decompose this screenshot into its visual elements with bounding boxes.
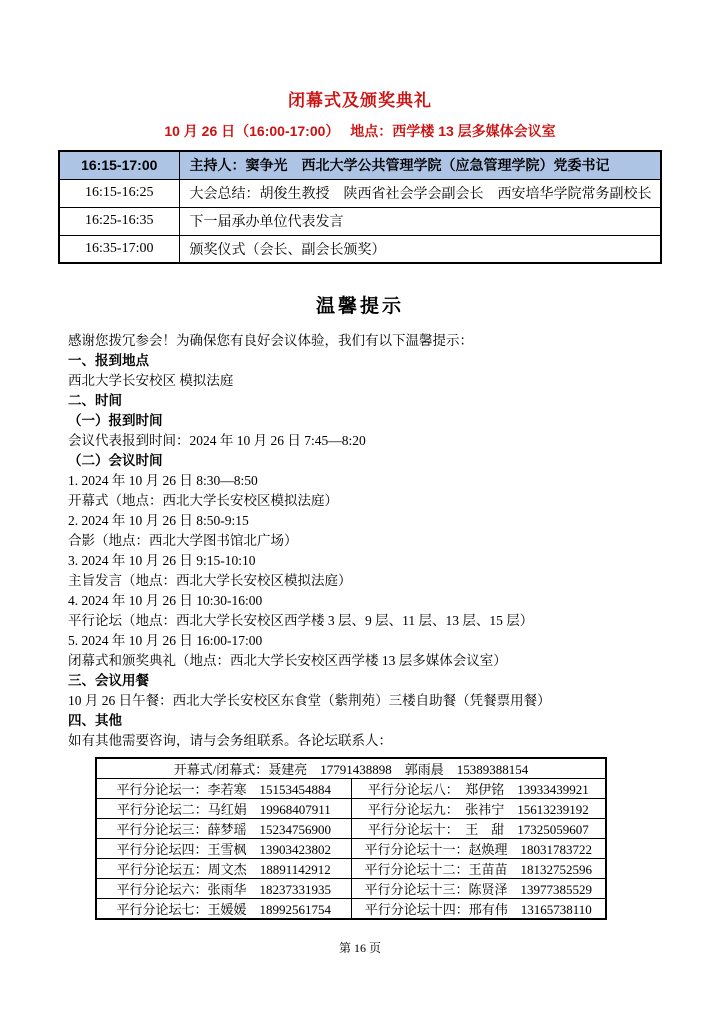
contact-cell: 平行分论坛十四：邢有伟 13165738110 — [351, 899, 606, 920]
tip-line: 四、其他 — [68, 713, 122, 728]
contact-cell: 平行分论坛十二：王苗苗 18132752596 — [351, 859, 606, 879]
tip-line: 平行论坛（地点：西北大学长安校区西学楼 3 层、9 层、11 层、13 层、15 层） — [68, 613, 534, 628]
contact-cell: 平行分论坛七：王媛媛 18992561754 — [96, 899, 351, 920]
tip-line: 5. 2024 年 10 月 26 日 16:00-17:00 — [68, 633, 263, 648]
contacts-row — [96, 839, 606, 859]
tip-line: 西北大学长安校区 模拟法庭 — [68, 373, 234, 388]
schedule-header-row — [59, 151, 661, 179]
closing-ceremony-schedule-table — [58, 150, 662, 264]
contact-cell: 平行分论坛一：李若寒 15153454884 — [96, 779, 351, 799]
contacts-row — [96, 859, 606, 879]
tip-line: 主旨发言（地点：西北大学长安校区模拟法庭） — [68, 573, 352, 588]
tip-line: 二、时间 — [68, 393, 122, 408]
schedule-time: 16:25-16:35 — [59, 207, 179, 235]
contacts-header-row — [96, 758, 606, 779]
contact-cell: 开幕式/闭幕式：聂建亮 17791438898 郭雨晨 15389388154 — [96, 758, 606, 779]
contact-cell: 平行分论坛十三：陈贤泽 13977385529 — [351, 879, 606, 899]
contact-cell: 平行分论坛四：王雪枫 13903423802 — [96, 839, 351, 859]
contacts-row — [96, 899, 606, 920]
contact-cell: 平行分论坛八： 郑伊铭 13933439921 — [351, 779, 606, 799]
tip-line: 10 月 26 日午餐：西北大学长安校区东食堂（紫荆苑）三楼自助餐（凭餐票用餐） — [68, 693, 551, 708]
contact-cell: 平行分论坛十： 王 甜 17325059607 — [351, 819, 606, 839]
schedule-content: 大会总结：胡俊生教授 陕西省社会学会副会长 西安培华学院常务副校长 — [179, 179, 661, 207]
contact-cell: 平行分论坛五：周文杰 18891142912 — [96, 859, 351, 879]
tip-line: 会议代表报到时间：2024 年 10 月 26 日 7:45—8:20 — [68, 433, 366, 448]
schedule-content: 下一届承办单位代表发言 — [179, 207, 661, 235]
tip-line: （一）报到时间 — [68, 413, 163, 428]
tips-heading: 温馨提示 — [315, 296, 404, 317]
tip-line: 2. 2024 年 10 月 26 日 8:50-9:15 — [68, 513, 249, 528]
page-number: 第 16 页 — [338, 941, 381, 955]
tip-line: 感谢您拨冗参会！为确保您有良好会议体验，我们有以下温馨提示： — [68, 333, 473, 348]
contact-cell: 平行分论坛二：马红娟 19968407911 — [96, 799, 351, 819]
session-datetime-location: 10 月 26 日（16:00-17:00） 地点：西学楼 13 层多媒体会议室 — [164, 123, 556, 139]
page-title: 闭幕式及颁奖典礼 — [288, 91, 432, 110]
contacts-row — [96, 879, 606, 899]
contacts-row — [96, 819, 606, 839]
schedule-time: 16:35-17:00 — [59, 235, 179, 263]
schedule-time: 16:15-16:25 — [59, 179, 179, 207]
contact-cell: 平行分论坛三：薛梦瑶 15234756900 — [96, 819, 351, 839]
contact-cell: 平行分论坛九： 张祎宁 15613239192 — [351, 799, 606, 819]
schedule-row — [59, 179, 661, 207]
tip-line: 合影（地点：西北大学图书馆北广场） — [68, 533, 298, 548]
schedule-content: 主持人：窦争光 西北大学公共管理学院（应急管理学院）党委书记 — [179, 151, 661, 179]
tips-body — [68, 331, 670, 751]
contacts-row — [96, 799, 606, 819]
contact-cell: 平行分论坛六：张雨华 18237331935 — [96, 879, 351, 899]
tip-line: 4. 2024 年 10 月 26 日 10:30-16:00 — [68, 593, 263, 608]
schedule-time: 16:15-17:00 — [59, 151, 179, 179]
schedule-content: 颁奖仪式（会长、副会长颁奖） — [179, 235, 661, 263]
tip-line: 开幕式（地点：西北大学长安校区模拟法庭） — [68, 493, 338, 508]
tip-line: 1. 2024 年 10 月 26 日 8:30—8:50 — [68, 473, 258, 488]
contact-cell: 平行分论坛十一：赵焕理 18031783722 — [351, 839, 606, 859]
schedule-row — [59, 207, 661, 235]
tip-line: 闭幕式和颁奖典礼（地点：西北大学长安校区西学楼 13 层多媒体会议室） — [68, 653, 507, 668]
tip-line: 一、报到地点 — [68, 353, 149, 368]
tip-line: 三、会议用餐 — [68, 673, 149, 688]
contacts-row — [96, 779, 606, 799]
tip-line: 如有其他需要咨询，请与会务组联系。各论坛联系人： — [68, 733, 392, 748]
tip-line: （二）会议时间 — [68, 453, 163, 468]
schedule-row — [59, 235, 661, 263]
forum-contacts-table — [95, 757, 607, 920]
tip-line: 3. 2024 年 10 月 26 日 9:15-10:10 — [68, 553, 256, 568]
